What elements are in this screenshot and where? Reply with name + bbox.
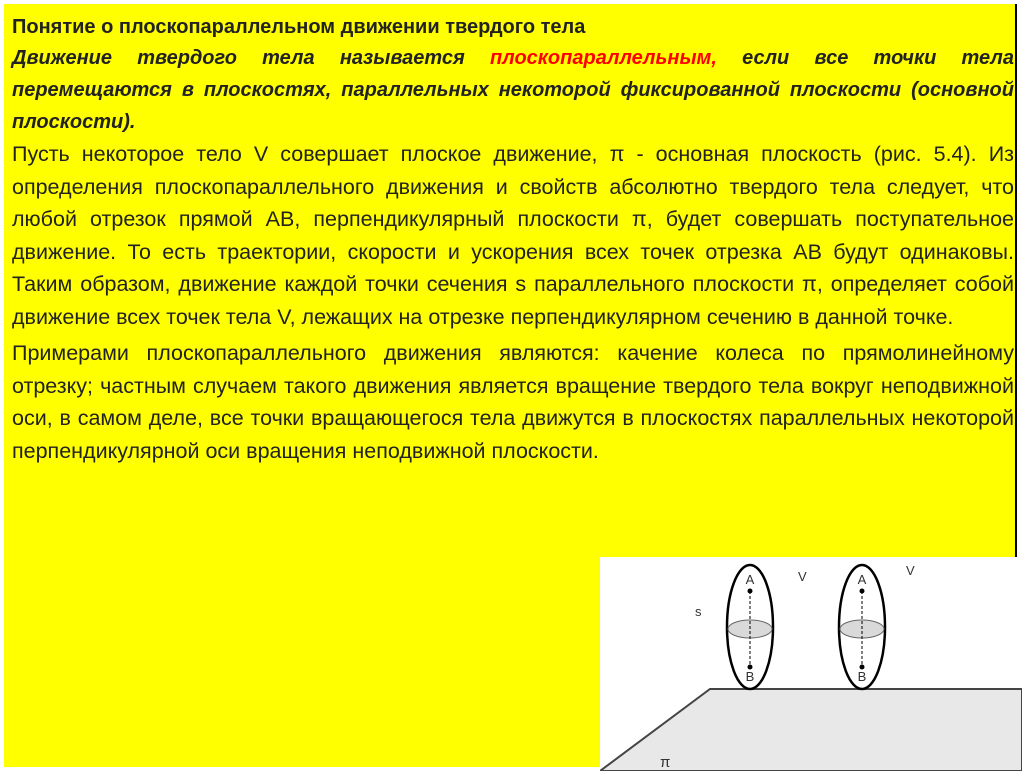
slide (4, 4, 1017, 771)
figure-drawing (600, 557, 1022, 771)
label-v-2: V (906, 563, 915, 578)
label-pi: π (660, 754, 671, 771)
definition-after: если все точки тела перемещаются в плоскостях, параллельных некоторой фиксированной плоскости (основной плоскости). (12, 47, 1014, 133)
point-a-1 (748, 589, 753, 594)
figure-5-4 (600, 557, 1022, 771)
label-b-1: B (745, 669, 755, 684)
label-a-2: A (857, 572, 867, 587)
body-1 (695, 565, 807, 689)
slide-title: Понятие о плоскопараллельном движении твердого тела (12, 16, 586, 38)
definition-paragraph (12, 42, 1014, 138)
label-s: s (695, 604, 702, 619)
label-a-1: A (745, 572, 755, 587)
label-v-1: V (798, 569, 807, 584)
body-2 (839, 563, 915, 689)
definition-highlight: плоскопараллельным, (490, 47, 717, 69)
text-block (12, 12, 1014, 467)
point-a-2 (860, 589, 865, 594)
label-b-2: B (857, 669, 867, 684)
paragraph-1: Пусть некоторое тело V совершает плоское движение, π - основная плоскость (рис. 5.4). Из определения плоскопараллельного движения и свойств абсолютно твердого тела следует, что любой отрезок прямой AB, перпендикулярный плоскости π, будет совершать поступательное движение. То есть траектории, скорости и ускорения всех точек отрезка AB будут одинаковы. Таким образом, движение каждой точки сечения s параллельного плоскости π, определяет собой движение всех точек тела V, лежащих на отрезке перпендикулярном сечению в данной точке. (12, 142, 1014, 329)
definition-before: Движение твердого тела называется (12, 47, 491, 69)
paragraph-2: Примерами плоскопараллельного движения являются: качение колеса по прямолинейному отрезку; частным случаем такого движения является вращение твердого тела вокруг неподвижной оси, в самом деле, все точки вращающегося тела движутся в плоскостях параллельных некоторой перпендикулярной оси вращения неподвижной плоскости. (12, 341, 1014, 463)
